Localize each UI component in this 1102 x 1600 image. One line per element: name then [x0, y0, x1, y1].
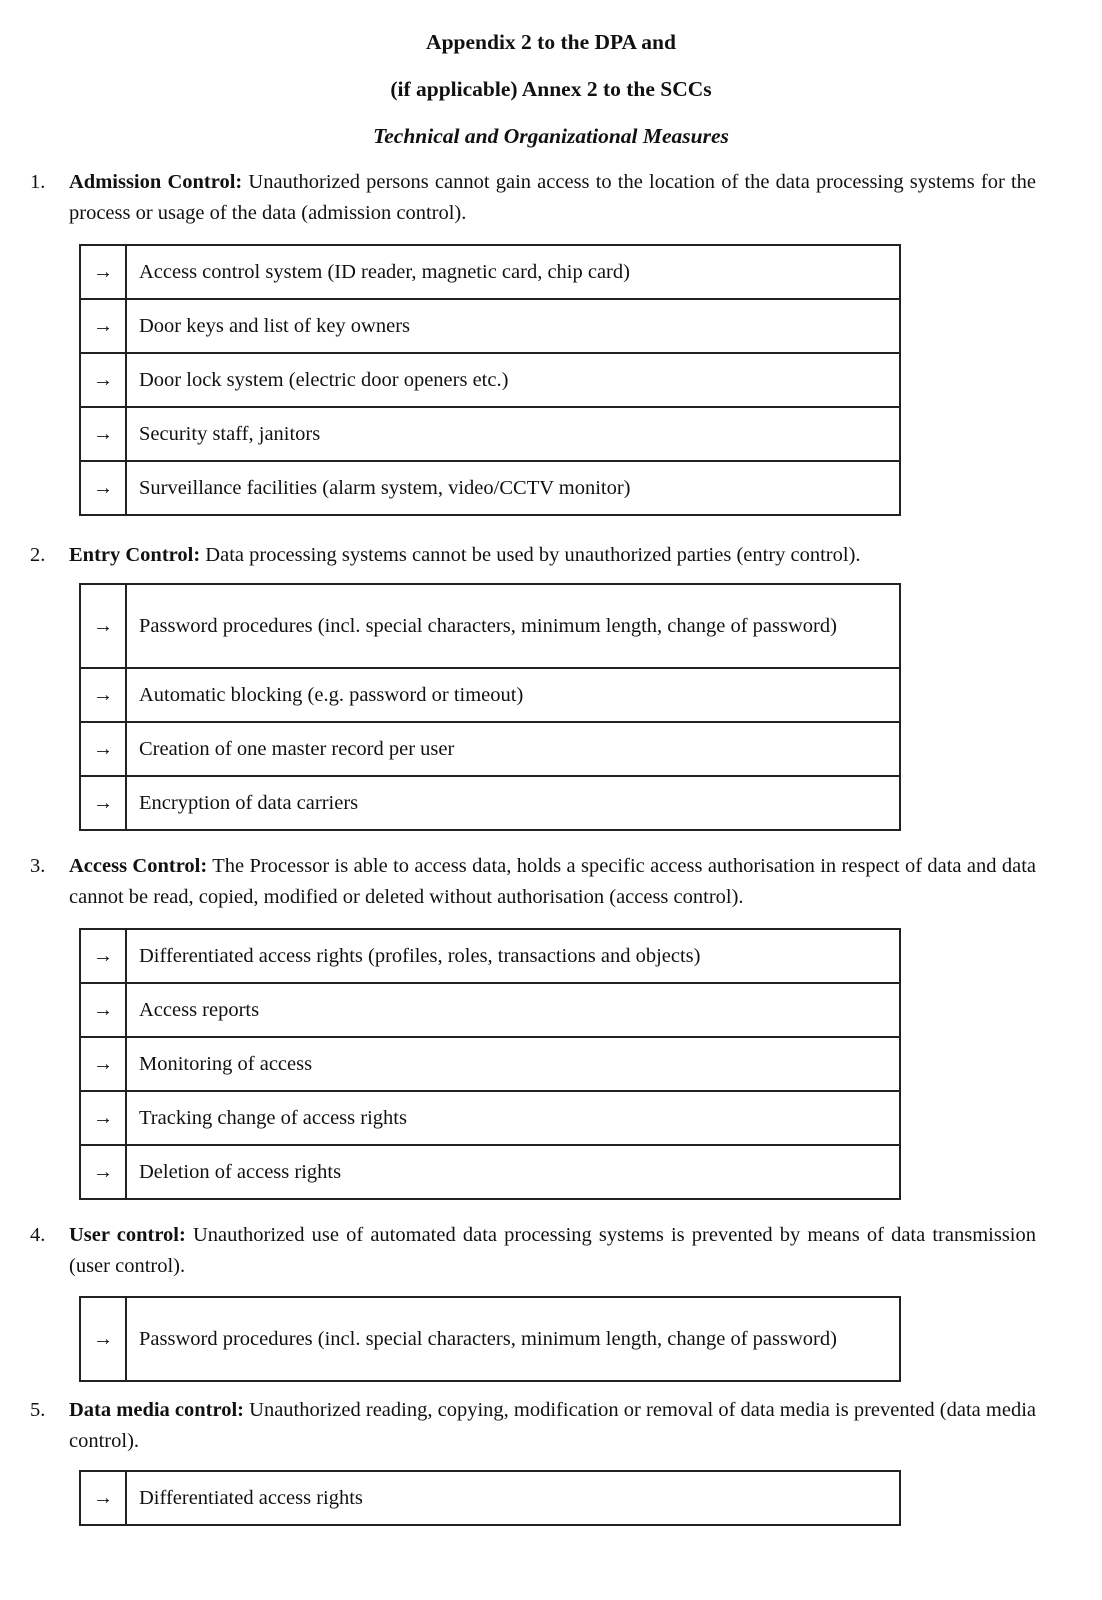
- section-text: Data processing systems cannot be used by unauthorized parties (entry control).: [200, 544, 861, 566]
- table-row: [80, 668, 900, 722]
- measure-text: Surveillance facilities (alarm system, video/CCTV monitor): [126, 461, 900, 515]
- table-row: [80, 584, 900, 668]
- measure-text: Access reports: [126, 983, 900, 1037]
- table-row: [80, 407, 900, 461]
- arrow-icon: →: [80, 983, 126, 1037]
- measure-text: Door lock system (electric door openers etc.): [126, 353, 900, 407]
- arrow-icon: →: [80, 1037, 126, 1091]
- section-label: Access Control:: [69, 855, 208, 877]
- table-row: [80, 983, 900, 1037]
- table-row: [80, 461, 900, 515]
- measures-table: [79, 244, 901, 516]
- measure-text: Deletion of access rights: [126, 1145, 900, 1199]
- table-row: [80, 776, 900, 830]
- arrow-icon: →: [80, 1091, 126, 1145]
- measure-text: Tracking change of access rights: [126, 1091, 900, 1145]
- section-1: [30, 167, 1036, 229]
- measure-text: Differentiated access rights: [126, 1471, 900, 1525]
- arrow-icon: →: [80, 929, 126, 983]
- doc-title-line2: (if applicable) Annex 2 to the SCCs: [390, 77, 712, 101]
- arrow-icon: →: [80, 1145, 126, 1199]
- section-text: The Processor is able to access data, holds a specific access authorisation in respect of data and data cannot be read, copied, modified or deleted without authorisation (access control).: [69, 855, 1037, 908]
- arrow-icon: →: [80, 407, 126, 461]
- table-row: [80, 1471, 900, 1525]
- table-row: [80, 929, 900, 983]
- measure-text: Monitoring of access: [126, 1037, 900, 1091]
- measure-text: Access control system (ID reader, magnetic card, chip card): [126, 245, 900, 299]
- section-number: 1.: [30, 171, 46, 193]
- section-label: Admission Control:: [69, 171, 243, 193]
- measures-table: [79, 928, 901, 1200]
- section-paragraph: [30, 1220, 1036, 1282]
- table-row: [80, 245, 900, 299]
- measures-table: [79, 1470, 901, 1526]
- measure-text: Differentiated access rights (profiles, roles, transactions and objects): [126, 929, 900, 983]
- arrow-icon: →: [80, 722, 126, 776]
- section-number: 2.: [30, 544, 46, 566]
- section-paragraph: [30, 540, 1036, 571]
- table-row: [80, 1145, 900, 1199]
- arrow-icon: →: [80, 245, 126, 299]
- arrow-icon: →: [80, 668, 126, 722]
- section-paragraph: [30, 167, 1036, 229]
- section-label: User control:: [69, 1224, 186, 1246]
- measure-text: Password procedures (incl. special characters, minimum length, change of password): [126, 1297, 900, 1381]
- section-text: Unauthorized persons cannot gain access to the location of the data processing systems for the process or usage of the data (admission control).: [69, 171, 1036, 224]
- section-paragraph: [30, 1395, 1036, 1457]
- section-5: [30, 1395, 1036, 1457]
- section-number: 5.: [30, 1399, 46, 1421]
- section-paragraph: [30, 851, 1036, 913]
- section-label: Data media control:: [69, 1399, 245, 1421]
- doc-title-line1: Appendix 2 to the DPA and: [426, 30, 676, 54]
- table-row: [80, 722, 900, 776]
- arrow-icon: →: [80, 353, 126, 407]
- section-2: [30, 540, 1036, 571]
- measure-text: Automatic blocking (e.g. password or timeout): [126, 668, 900, 722]
- measure-text: Password procedures (incl. special characters, minimum length, change of password): [126, 584, 900, 668]
- measure-text: Security staff, janitors: [126, 407, 900, 461]
- arrow-icon: →: [80, 461, 126, 515]
- arrow-icon: →: [80, 584, 126, 668]
- table-row: [80, 1297, 900, 1381]
- measure-text: Encryption of data carriers: [126, 776, 900, 830]
- section-3: [30, 851, 1036, 913]
- table-row: [80, 1091, 900, 1145]
- section-4: [30, 1220, 1036, 1282]
- measure-text: Door keys and list of key owners: [126, 299, 900, 353]
- doc-subtitle: Technical and Organizational Measures: [373, 124, 729, 148]
- table-row: [80, 299, 900, 353]
- measures-table: [79, 583, 901, 831]
- measures-table: [79, 1296, 901, 1382]
- arrow-icon: →: [80, 299, 126, 353]
- arrow-icon: →: [80, 776, 126, 830]
- table-row: [80, 353, 900, 407]
- section-text: Unauthorized reading, copying, modification or removal of data media is prevented (data media control).: [69, 1399, 1037, 1452]
- table-row: [80, 1037, 900, 1091]
- section-number: 4.: [30, 1224, 46, 1246]
- section-text: Unauthorized use of automated data processing systems is prevented by means of data transmission (user control).: [69, 1224, 1037, 1277]
- arrow-icon: →: [80, 1471, 126, 1525]
- section-number: 3.: [30, 855, 46, 877]
- section-label: Entry Control:: [69, 544, 201, 566]
- arrow-icon: →: [80, 1297, 126, 1381]
- measure-text: Creation of one master record per user: [126, 722, 900, 776]
